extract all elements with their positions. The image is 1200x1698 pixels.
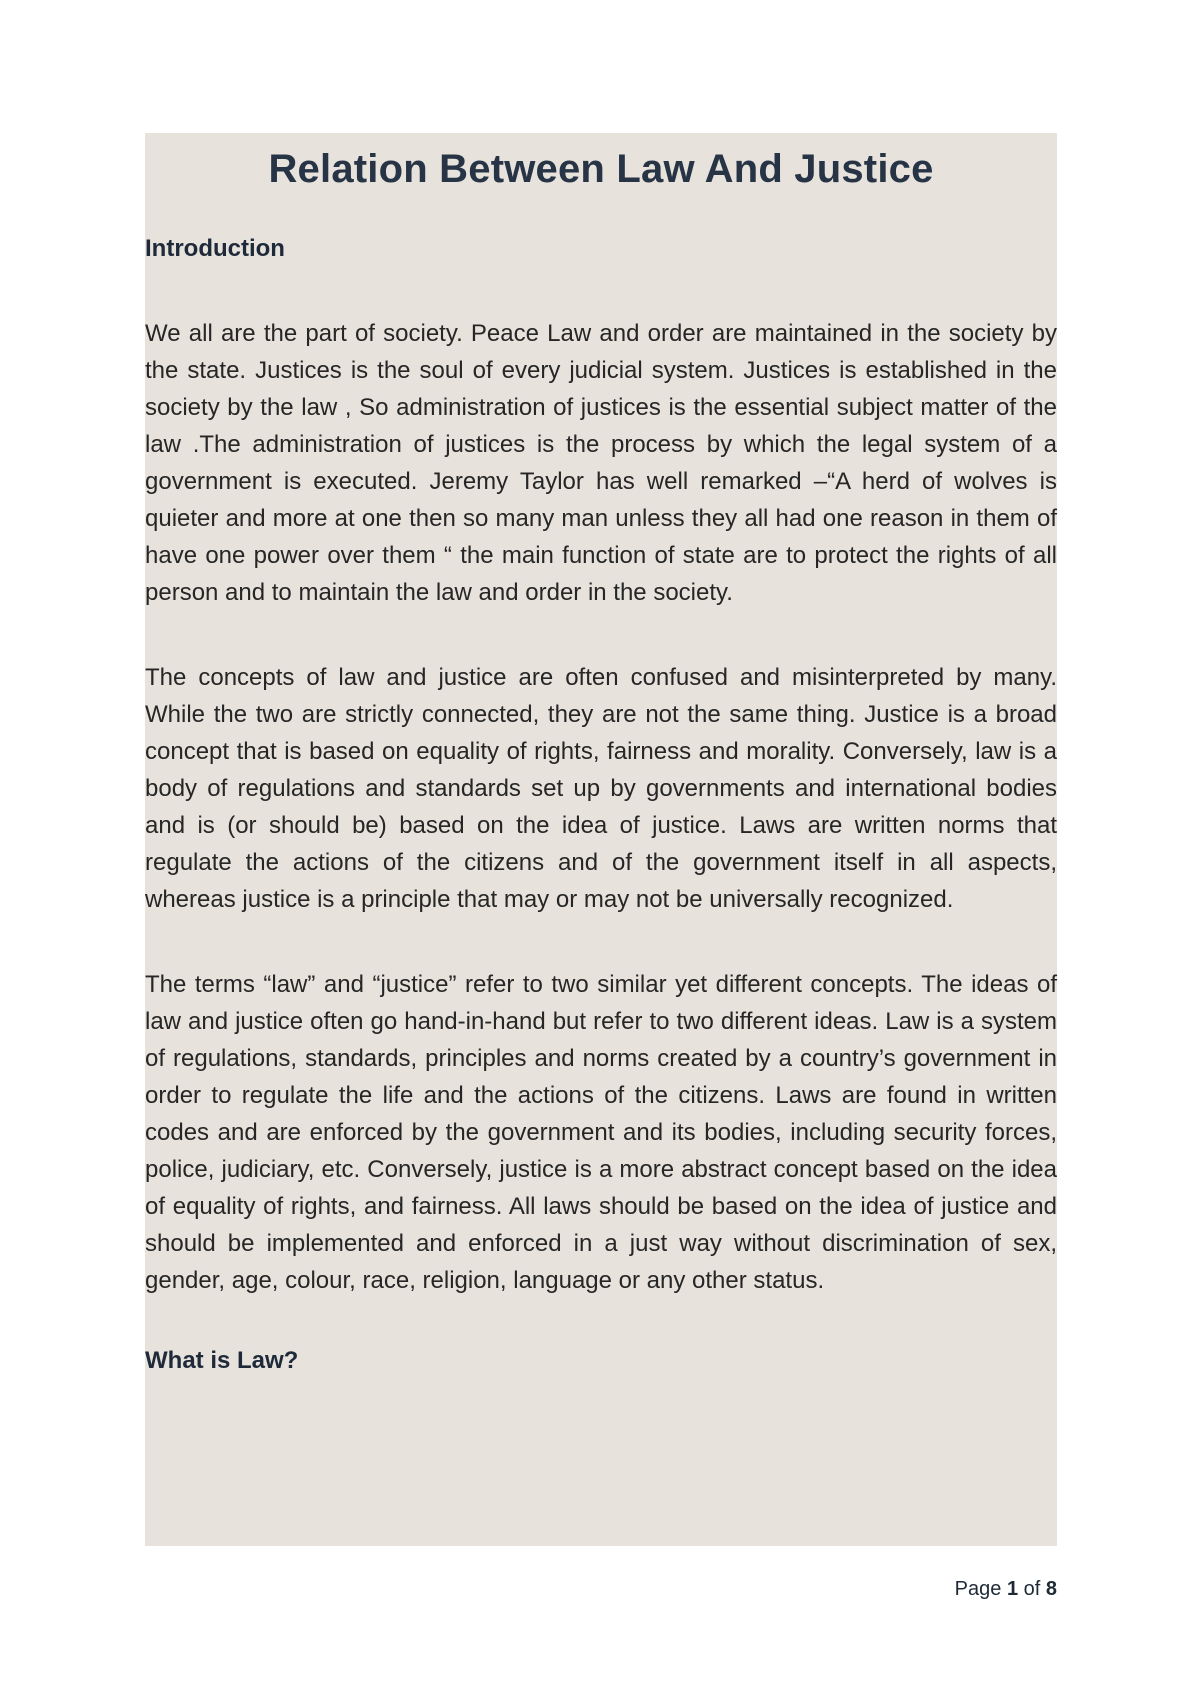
of-label: of bbox=[1023, 1578, 1041, 1600]
document-panel bbox=[145, 133, 1057, 1546]
paragraph: We all are the part of society. Peace Law and order are maintained in the society by the state. Justices is the soul of every judicial system. Justices is established in the society by the law , So administration of justices is the essential subject matter of the law .The administration of justices is the process by which the legal system of a government is executed. Jeremy Taylor has well remarked –“A herd of wolves is quieter and more at one then so many man unless they all had one reason in them of have one power over them “ the main function of state are to protect the rights of all person and to maintain the law and order in the society. bbox=[145, 320, 1057, 606]
section-heading-what-is-law: What is Law? bbox=[145, 1347, 299, 1374]
page-label: Page bbox=[954, 1578, 1002, 1600]
page-number-footer bbox=[145, 1578, 1057, 1601]
total-pages-number: 8 bbox=[1045, 1578, 1057, 1600]
paragraph: The concepts of law and justice are often confused and misinterpreted by many. While the two are strictly connected, they are not the same thing. Justice is a broad concept that is based on equality of rights, fairness and morality. Conversely, law is a body of regulations and standards set up by governments and international bodies and is (or should be) based on the idea of justice. Laws are written norms that regulate the actions of the citizens and of the government itself in all aspects, whereas justice is a principle that may or may not be universally recognized. bbox=[145, 664, 1057, 913]
paragraph: The terms “law” and “justice” refer to two similar yet different concepts. The ideas of law and justice often go hand-in-hand but refer to two different ideas. Law is a system of regulations, standards, principles and norms created by a country’s government in order to regulate the life and the actions of the citizens. Laws are found in written codes and are enforced by the government and its bodies, including security forces, police, judiciary, etc. Conversely, justice is a more abstract concept based on the idea of equality of rights, and fairness. All laws should be based on the idea of justice and should be implemented and enforced in a just way without discrimination of sex, gender, age, colour, race, religion, language or any other status. bbox=[145, 971, 1057, 1294]
document-title: Relation Between Law And Justice bbox=[268, 147, 934, 191]
current-page-number: 1 bbox=[1006, 1578, 1019, 1600]
section-heading-introduction: Introduction bbox=[145, 235, 285, 262]
